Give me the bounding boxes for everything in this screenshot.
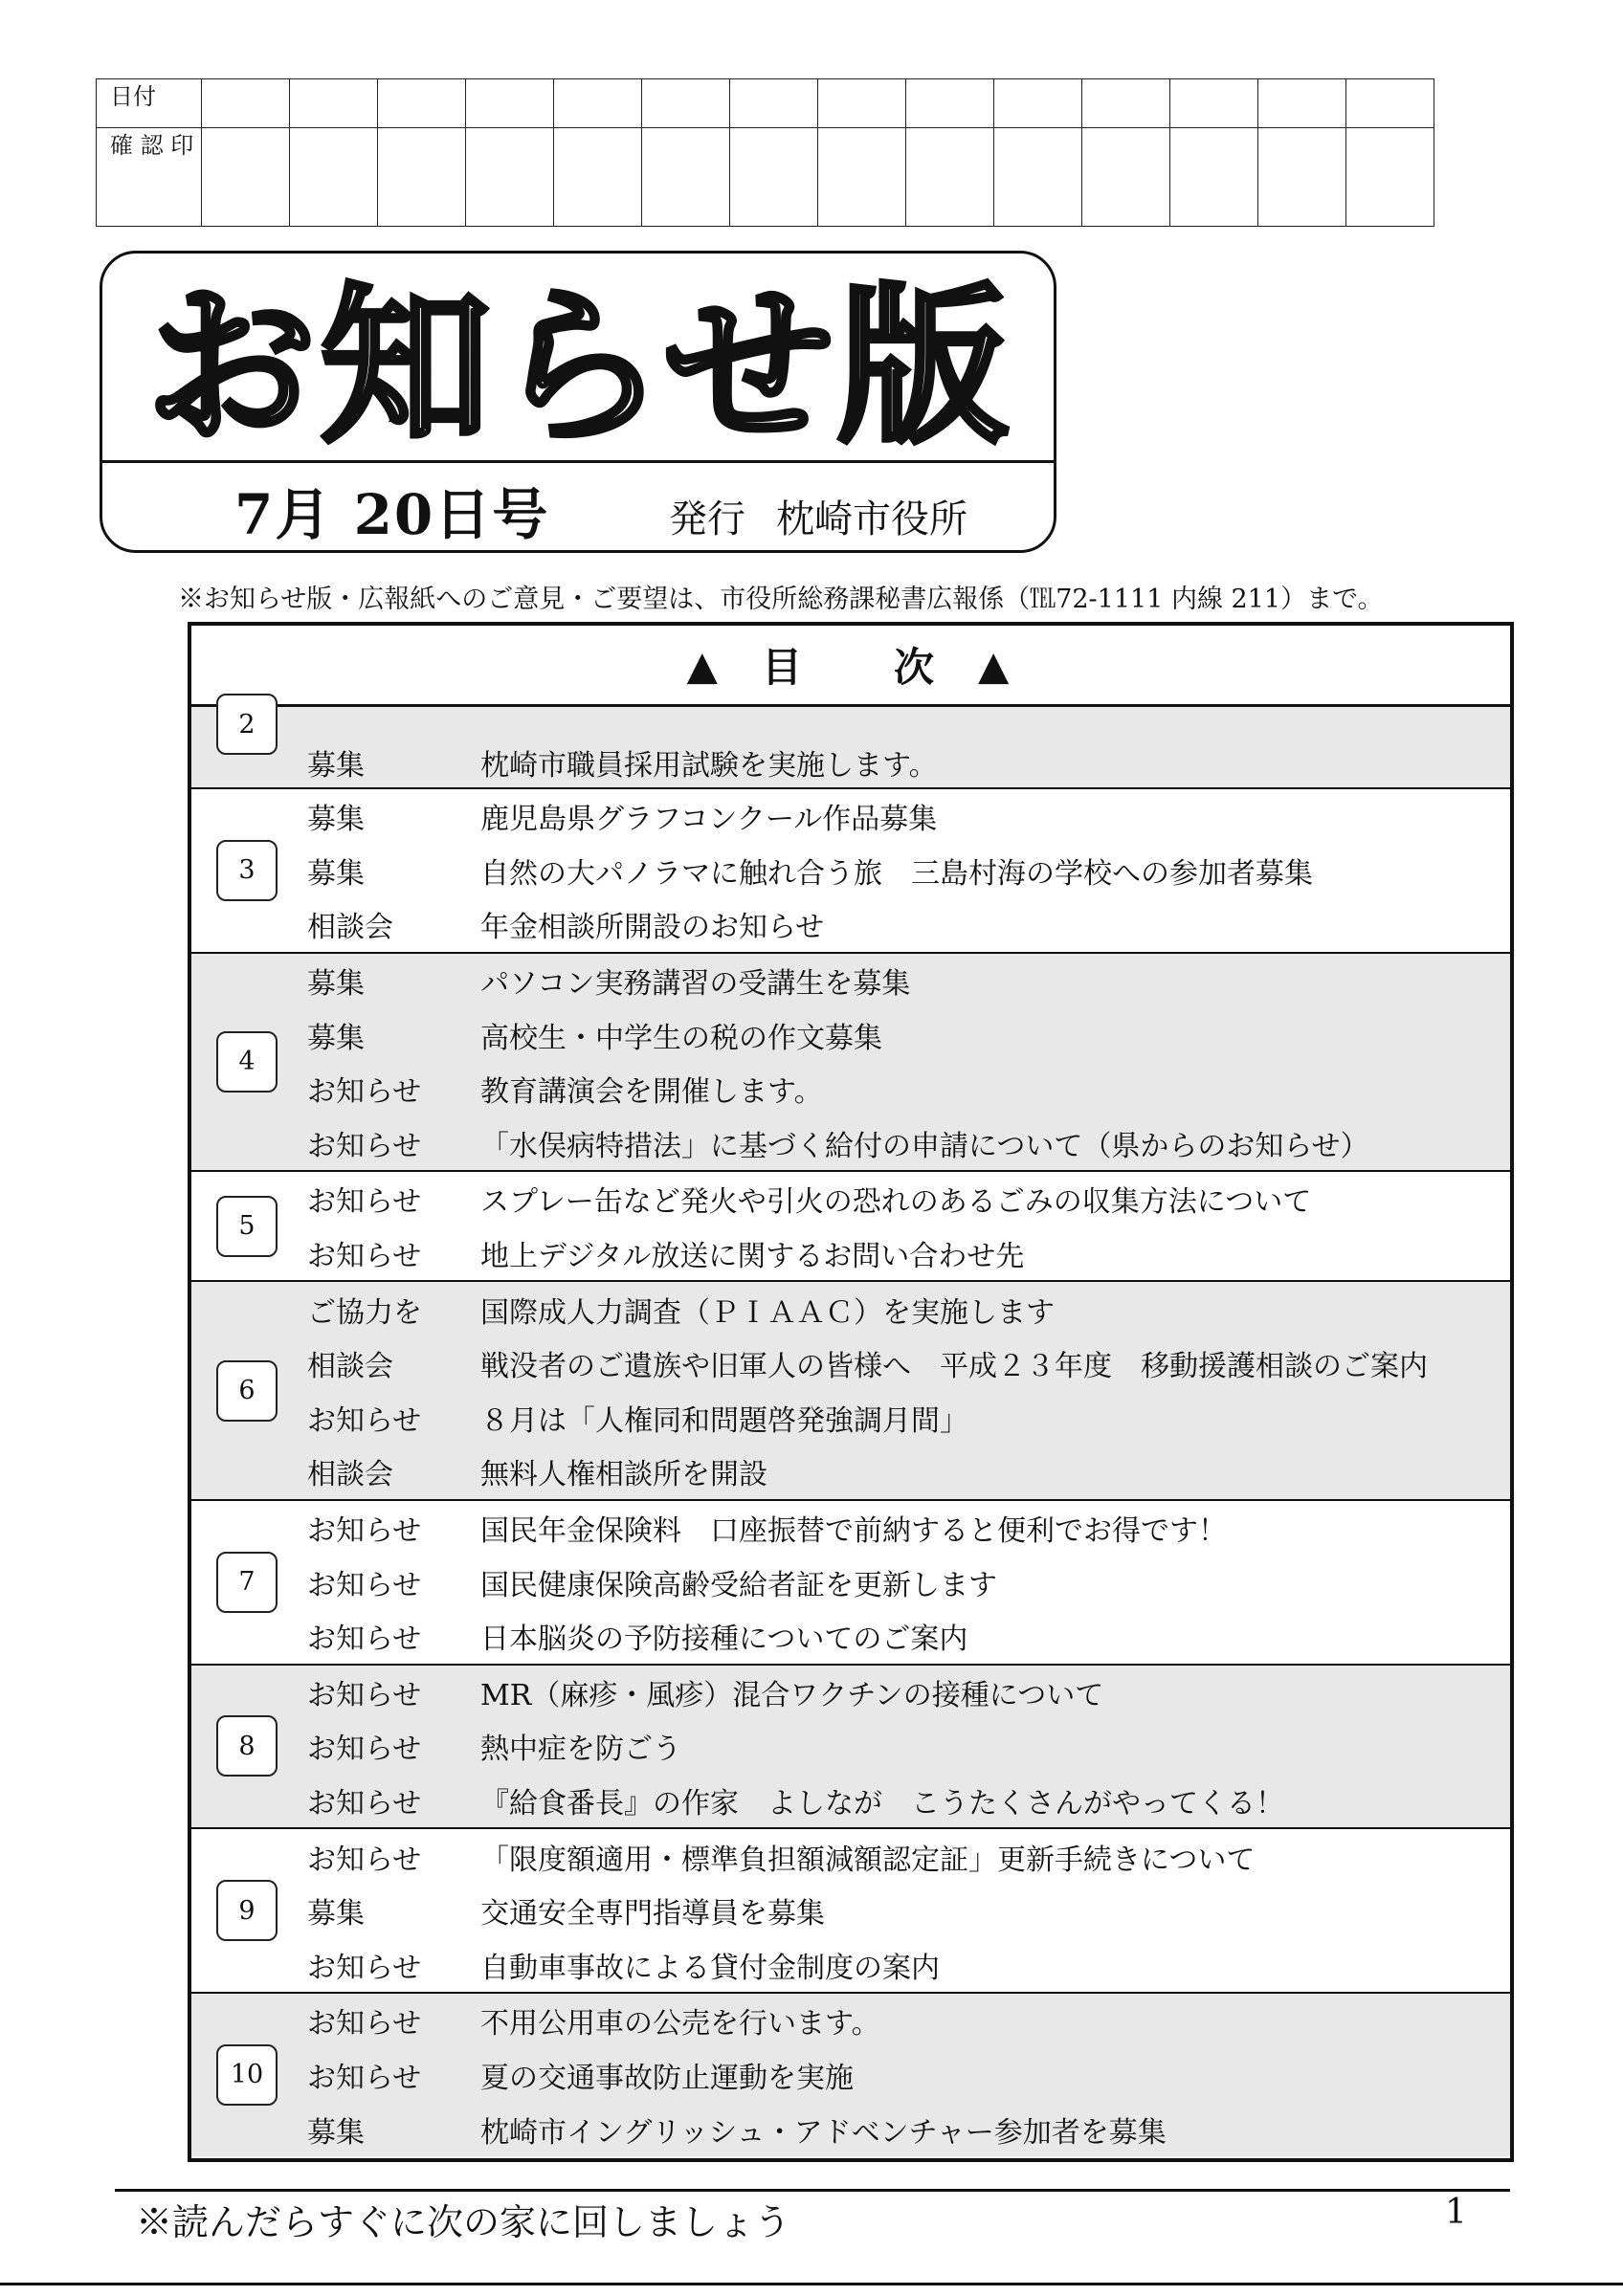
date-label: 日付: [97, 79, 202, 128]
stamp-cell[interactable]: [1082, 128, 1170, 227]
entry-category: お知らせ: [307, 1185, 422, 1220]
toc-section: [191, 1666, 1510, 1830]
date-cell[interactable]: [1346, 79, 1434, 128]
entry-category: お知らせ: [307, 1403, 422, 1438]
entry-title: 自然の大パノラマに触れ合う旅 三島村海の学校への参加者募集: [480, 856, 1313, 891]
toc-entry[interactable]: [191, 1062, 1510, 1116]
entry-category: お知らせ: [307, 1075, 422, 1110]
entry-title: 自動車事故による貸付金制度の案内: [480, 1951, 940, 1985]
stamp-cell[interactable]: [906, 128, 994, 227]
date-cell[interactable]: [1170, 79, 1258, 128]
entry-category: お知らせ: [307, 1733, 422, 1767]
stamp-cell[interactable]: [466, 128, 554, 227]
stamp-cell[interactable]: [994, 128, 1082, 227]
stamp-cell[interactable]: [642, 128, 730, 227]
confirmation-label: 確 認 印: [97, 128, 202, 227]
stamp-cell[interactable]: [554, 128, 642, 227]
entry-category: 募集: [307, 749, 365, 783]
toc-entry[interactable]: [191, 897, 1510, 952]
date-cell[interactable]: [818, 79, 906, 128]
entry-title: 交通安全専門指導員を募集: [480, 1897, 825, 1932]
entry-title: 「水俣病特措法」に基づく給付の申請について（県からのお知らせ）: [480, 1129, 1369, 1163]
toc-entry[interactable]: [191, 844, 1510, 898]
entry-category: お知らせ: [307, 1786, 422, 1821]
toc-entry[interactable]: [191, 1282, 1510, 1336]
entry-category: 募集: [307, 856, 365, 891]
entry-category: お知らせ: [307, 1568, 422, 1602]
date-cell[interactable]: [1258, 79, 1346, 128]
page-number: 1: [1445, 2193, 1467, 2232]
toc-entry[interactable]: [191, 1609, 1510, 1664]
page-number-box: 6: [216, 1360, 278, 1422]
logo-text: お知らせ版: [145, 268, 1012, 456]
stamp-cell[interactable]: [1170, 128, 1258, 227]
page-number-box: 2: [216, 694, 278, 755]
page-number-box: 10: [216, 2044, 278, 2106]
toc-entry[interactable]: [191, 789, 1510, 844]
masthead: [100, 251, 1056, 553]
entry-category: 募集: [307, 803, 365, 837]
entry-title: 「限度額適用・標準負担額減額認定証」更新手続きについて: [480, 1843, 1256, 1877]
publisher-label: 発行: [669, 497, 745, 541]
toc-entry[interactable]: [191, 1172, 1510, 1226]
stamp-cell[interactable]: [1346, 128, 1434, 227]
date-cell[interactable]: [202, 79, 290, 128]
confirmation-row: [97, 128, 1434, 227]
toc-entry[interactable]: [191, 1829, 1510, 1884]
date-row: [97, 79, 1434, 128]
entry-title: 国際成人力調査（ＰＩＡＡＣ）を実施します: [480, 1295, 1055, 1330]
entry-title: 夏の交通事故防止運動を実施: [480, 2061, 854, 2095]
stamp-cell[interactable]: [290, 128, 378, 227]
entry-title: 高校生・中学生の税の作文募集: [480, 1021, 882, 1055]
page-number-box: 8: [216, 1715, 278, 1777]
toc-entry[interactable]: [191, 1336, 1510, 1391]
stamp-cell[interactable]: [730, 128, 818, 227]
entry-title: 枕崎市イングリッシュ・アドベンチャー参加者を募集: [480, 2115, 1167, 2150]
entry-category: 相談会: [307, 911, 393, 945]
toc-entry[interactable]: [191, 1994, 1510, 2048]
stamp-cell[interactable]: [202, 128, 290, 227]
entry-title: 戦没者のご遺族や旧軍人の皆様へ 平成２３年度 移動援護相談のご案内: [480, 1350, 1428, 1384]
toc-entry[interactable]: [191, 1116, 1510, 1171]
footer-divider: [115, 2189, 1510, 2192]
date-cell[interactable]: [994, 79, 1082, 128]
toc-entry[interactable]: [191, 1774, 1510, 1828]
toc-entry[interactable]: [191, 1501, 1510, 1556]
toc-section: [191, 789, 1510, 954]
entry-title: 教育講演会を開催します。: [480, 1075, 823, 1110]
entry-category: 募集: [307, 967, 365, 1002]
toc-body: [191, 707, 1510, 2156]
date-cell[interactable]: [290, 79, 378, 128]
stamp-cell[interactable]: [1258, 128, 1346, 227]
entry-category: お知らせ: [307, 1240, 422, 1274]
entry-category: お知らせ: [307, 1678, 422, 1712]
newsletter-logo: [139, 265, 1019, 456]
page-number-box: 4: [216, 1031, 278, 1093]
entry-category: お知らせ: [307, 1514, 422, 1549]
toc-section: [191, 707, 1510, 789]
toc-section: [191, 1172, 1510, 1282]
entry-category: 相談会: [307, 1458, 393, 1492]
entry-title: 年金相談所開設のお知らせ: [480, 911, 825, 945]
entry-category: お知らせ: [307, 1129, 422, 1163]
toc-entry[interactable]: [191, 1391, 1510, 1446]
toc-entry[interactable]: [191, 1719, 1510, 1774]
toc-entry[interactable]: [191, 707, 1510, 787]
triangle-icon: ▲: [686, 641, 723, 689]
issue-day: 20: [353, 482, 435, 547]
issue-month: 7: [234, 482, 276, 547]
toc-section: [191, 1994, 1510, 2156]
stamp-cell[interactable]: [818, 128, 906, 227]
entry-title: パソコン実務講習の受講生を募集: [480, 967, 911, 1002]
day-unit: 日号: [434, 482, 550, 547]
toc-entry[interactable]: [191, 1555, 1510, 1609]
toc-entry[interactable]: [191, 2102, 1510, 2156]
stamp-cell[interactable]: [378, 128, 466, 227]
entry-title: MR（麻疹・風疹）混合ワクチンの接種について: [480, 1678, 1104, 1712]
entry-category: 募集: [307, 2115, 365, 2150]
toc-section: [191, 1829, 1510, 1994]
entry-category: お知らせ: [307, 1843, 422, 1877]
page-number-box: 3: [216, 840, 278, 901]
entry-category: ご協力を: [307, 1295, 422, 1330]
entry-title: 国民年金保険料 口座振替で前納すると便利でお得です！: [480, 1514, 1227, 1549]
toc-entry[interactable]: [191, 2048, 1510, 2103]
entry-category: お知らせ: [307, 2007, 422, 2042]
entry-title: 無料人権相談所を開設: [480, 1458, 767, 1492]
triangle-icon: ▲: [978, 641, 1015, 689]
entry-title: 鹿児島県グラフコンクール作品募集: [480, 803, 938, 837]
page-number-box: 9: [216, 1880, 278, 1941]
date-cell[interactable]: [466, 79, 554, 128]
date-cell[interactable]: [378, 79, 466, 128]
page-number-box: 7: [216, 1552, 278, 1613]
date-cell[interactable]: [906, 79, 994, 128]
toc-title-part-2: 次: [894, 644, 941, 691]
entry-title: 不用公用車の公売を行います。: [480, 2007, 880, 2042]
date-cell[interactable]: [642, 79, 730, 128]
month-unit: 月: [275, 482, 333, 547]
entry-title: 地上デジタル放送に関するお問い合わせ先: [480, 1240, 1025, 1274]
toc-entry[interactable]: [191, 954, 1510, 1008]
entry-title: スプレー缶など発火や引火の恐れのあるごみの収集方法について: [480, 1185, 1312, 1220]
entry-category: 相談会: [307, 1350, 393, 1384]
entry-category: お知らせ: [307, 1623, 422, 1657]
toc-section: [191, 954, 1510, 1172]
toc-entry[interactable]: [191, 1666, 1510, 1720]
date-cell[interactable]: [554, 79, 642, 128]
table-of-contents: [188, 622, 1514, 2162]
footer-instruction: ※読んだらすぐに次の家に回しましょう: [136, 2201, 791, 2243]
feedback-note: ※お知らせ版・広報紙へのご意見・ご要望は、市役所総務課秘書広報係（℡72-1111 内線 211）まで。: [178, 585, 1384, 614]
entry-category: お知らせ: [307, 1951, 422, 1985]
masthead-divider: [102, 460, 1054, 463]
toc-section: [191, 1282, 1510, 1500]
publisher-name: 枕崎市役所: [776, 497, 967, 541]
entry-category: 募集: [307, 1021, 365, 1055]
toc-section: [191, 1501, 1510, 1666]
page-number-box: 5: [216, 1196, 278, 1257]
issue-date: [234, 470, 549, 550]
entry-title: 枕崎市職員採用試験を実施します。: [480, 749, 938, 783]
toc-title-part-1: 目: [761, 644, 808, 691]
date-cell[interactable]: [730, 79, 818, 128]
entry-category: 募集: [307, 1897, 365, 1932]
toc-entry[interactable]: [191, 1226, 1510, 1281]
entry-title: 日本脳炎の予防接種についてのご案内: [480, 1623, 968, 1657]
bottom-rule: [0, 2283, 1623, 2285]
entry-title: 熱中症を防ごう: [480, 1733, 681, 1767]
date-cell[interactable]: [1082, 79, 1170, 128]
toc-entry[interactable]: [191, 1007, 1510, 1062]
toc-header: [191, 626, 1510, 707]
toc-entry[interactable]: [191, 1445, 1510, 1499]
entry-title: 国民健康保険高齢受給者証を更新します: [480, 1568, 997, 1602]
entry-title: ８月は「人権同和問題啓発強調月間」: [480, 1403, 968, 1438]
toc-entry[interactable]: [191, 1937, 1510, 1992]
publisher-line: [669, 489, 967, 543]
confirmation-stamp-table: [96, 78, 1434, 227]
toc-entry[interactable]: [191, 1884, 1510, 1938]
entry-title: 『給食番長』の作家 よしなが こうたくさんがやってくる！: [480, 1786, 1284, 1821]
entry-category: お知らせ: [307, 2061, 422, 2095]
